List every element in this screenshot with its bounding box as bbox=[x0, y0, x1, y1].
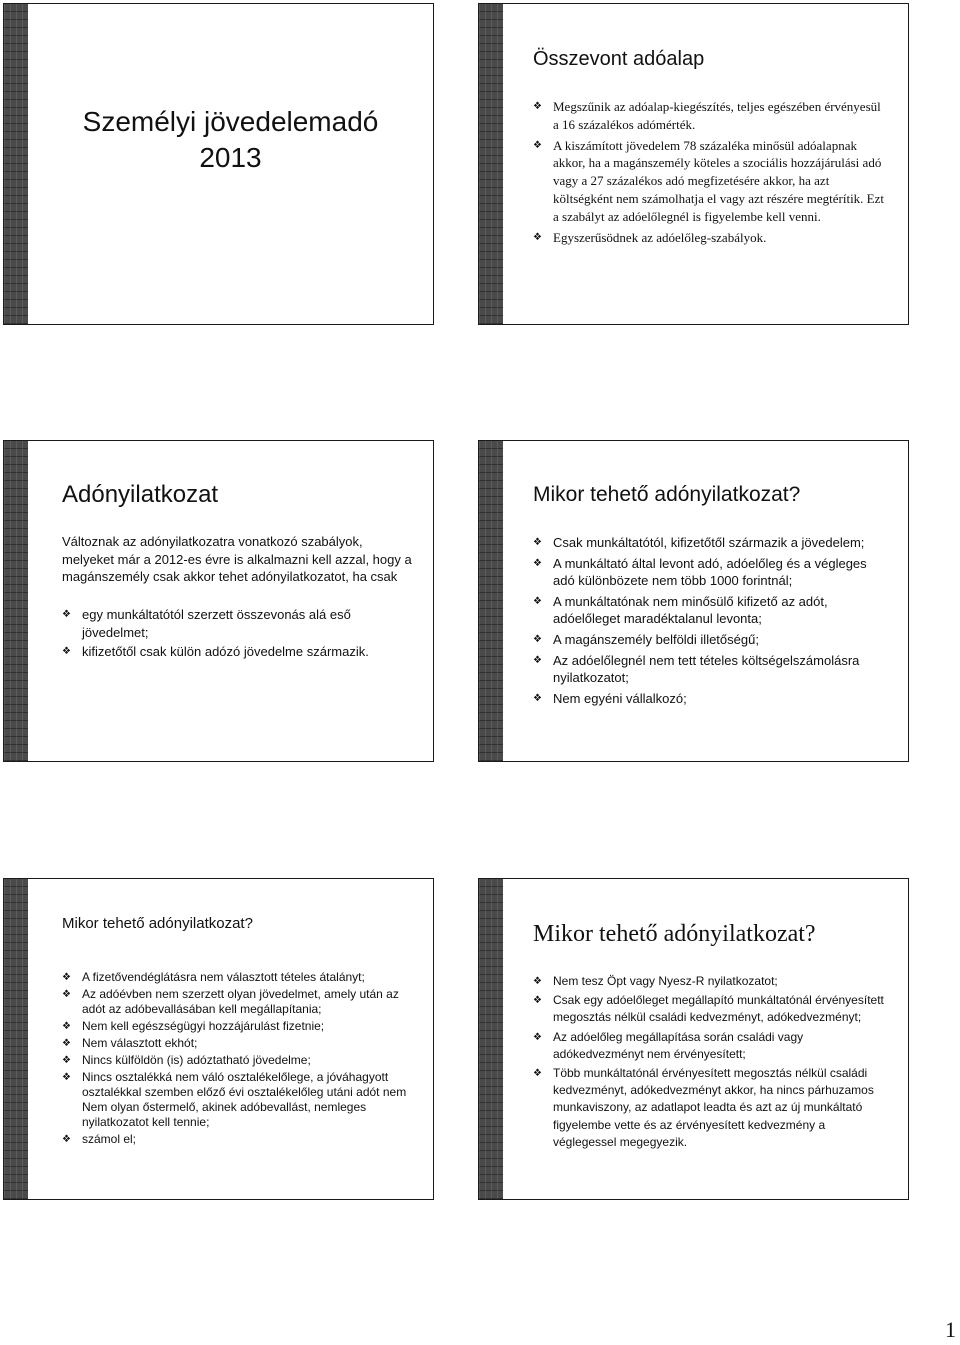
list-item: ❖ kifizetőtől csak külön adózó jövedelme származik. bbox=[62, 643, 413, 661]
slide-4-bullets bbox=[533, 534, 890, 707]
slide-4 bbox=[478, 440, 909, 762]
slide-3 bbox=[3, 440, 434, 762]
slide-decor-stripe bbox=[4, 879, 28, 1199]
list-item: ❖ Megszűnik az adóalap-kiegészítés, teljes egészében érvényesül a 16 százalékos adómérték. bbox=[533, 98, 884, 134]
slide-4-title: Mikor tehető adónyilatkozat? bbox=[533, 483, 801, 506]
slide-1-title bbox=[28, 104, 433, 176]
slide-6 bbox=[478, 878, 909, 1200]
list-item: ❖ Egyszerűsödnek az adóelőleg-szabályok. bbox=[533, 229, 884, 247]
slide-6-bullets bbox=[533, 973, 890, 1151]
list-item: ❖ A fizetővendéglátásra nem választott tételes átalányt; bbox=[62, 970, 415, 985]
slide-decor-stripe bbox=[479, 4, 503, 324]
slide-5 bbox=[3, 878, 434, 1200]
list-item: ❖ Nem egyéni vállalkozó; bbox=[533, 690, 890, 708]
slide-2 bbox=[478, 3, 909, 325]
list-item: ❖ A munkáltató által levont adó, adóelőleg és a végleges adó különbözete nem több 1000 forintnál; bbox=[533, 555, 890, 590]
slide-1-title-line2: 2013 bbox=[199, 142, 262, 173]
slide-6-title: Mikor tehető adónyilatkozat? bbox=[533, 921, 816, 947]
list-item: ❖ Az adóelőlegnél nem tett tételes költségelszámolásra nyilatkozatot; bbox=[533, 652, 890, 687]
slide-decor-stripe bbox=[479, 441, 503, 761]
list-item: ❖ Nem tesz Öpt vagy Nyesz-R nyilatkozatot; bbox=[533, 973, 890, 990]
list-item: ❖ Csak munkáltatótól, kifizetőtől származik a jövedelem; bbox=[533, 534, 890, 552]
page-number: 1 bbox=[945, 1317, 956, 1342]
list-item: ❖ Az adóelőleg megállapítása során családi vagy adókedvezményt nem érvényesített; bbox=[533, 1029, 890, 1063]
slide-3-title: Adónyilatkozat bbox=[62, 481, 219, 508]
list-item: ❖ A munkáltatónak nem minősülő kifizető az adót, adóelőleget maradéktalanul levonta; bbox=[533, 593, 890, 628]
list-item: ❖ Nincs külföldön (is) adóztatható jövedelme; bbox=[62, 1053, 415, 1068]
list-item: ❖ számol el; bbox=[62, 1132, 415, 1147]
list-item: ❖ Csak egy adóelőleget megállapító munkáltatónál érvényesített megosztás nélkül családi kedvezményt, adókedvezményt; bbox=[533, 992, 890, 1026]
slide-3-bullets bbox=[62, 606, 413, 661]
slide-decor-stripe bbox=[4, 4, 28, 324]
slide-decor-stripe bbox=[4, 441, 28, 761]
list-item: ❖ Több munkáltatónál érvényesített megosztás nélkül családi kedvezményt, adókedvezményt akkor, ha nincs párhuzamos munkaviszony, az adatlapot leadta és azt az új munkáltató figyelembe vette és az érvényesített kedvezmény a véglegessel megegyezik. bbox=[533, 1065, 890, 1151]
slide-5-title: Mikor tehető adónyilatkozat? bbox=[62, 915, 253, 932]
list-item: ❖ Nem választott ekhót; bbox=[62, 1036, 415, 1051]
slide-decor-stripe bbox=[479, 879, 503, 1199]
list-item: ❖ Nem kell egészségügyi hozzájárulást fizetnie; bbox=[62, 1019, 415, 1034]
slide-1 bbox=[3, 3, 434, 325]
list-item: ❖ A magánszemély belföldi illetőségű; bbox=[533, 631, 890, 649]
slide-5-bullets bbox=[62, 970, 415, 1147]
list-item: ❖ Nincs osztalékká nem váló osztalékelőlege, a jóváhagyott osztalékkal szemben előző évi osztalékelőleg utáni adót nem Nem olyan őstermelő, akinek adóbevallást, nemleges nyilatkozatot kell tennie; bbox=[62, 1070, 415, 1130]
list-item: ❖ A kiszámított jövedelem 78 százaléka minősül adóalapnak akkor, ha a magánszemély köteles a szociális hozzájárulási adó vagy a 27 százalékos adó megfizetésére akkor, ha azt költségként nem számolhatja el vagy azt részére megtérítik. Ezt a szabályt az adóelőlegnél is figyelembe kell venni. bbox=[533, 137, 884, 226]
list-item: ❖ Az adóévben nem szerzett olyan jövedelmet, amely után az adót az adóbevallásában kell megállapítania; bbox=[62, 987, 415, 1017]
slide-2-bullets bbox=[533, 98, 884, 246]
slide-3-intro: Változnak az adónyilatkozatra vonatkozó szabályok, melyeket már a 2012-es évre is alkalmazni kell azzal, hogy a magánszemély csak akkor tehet adónyilatkozatot, ha csak bbox=[62, 534, 412, 585]
slide-2-title: Összevont adóalap bbox=[533, 48, 705, 70]
slide-1-title-line1: Személyi jövedelemadó bbox=[82, 106, 379, 137]
list-item: ❖ egy munkáltatótól szerzett összevonás alá eső jövedelmet; bbox=[62, 606, 413, 641]
